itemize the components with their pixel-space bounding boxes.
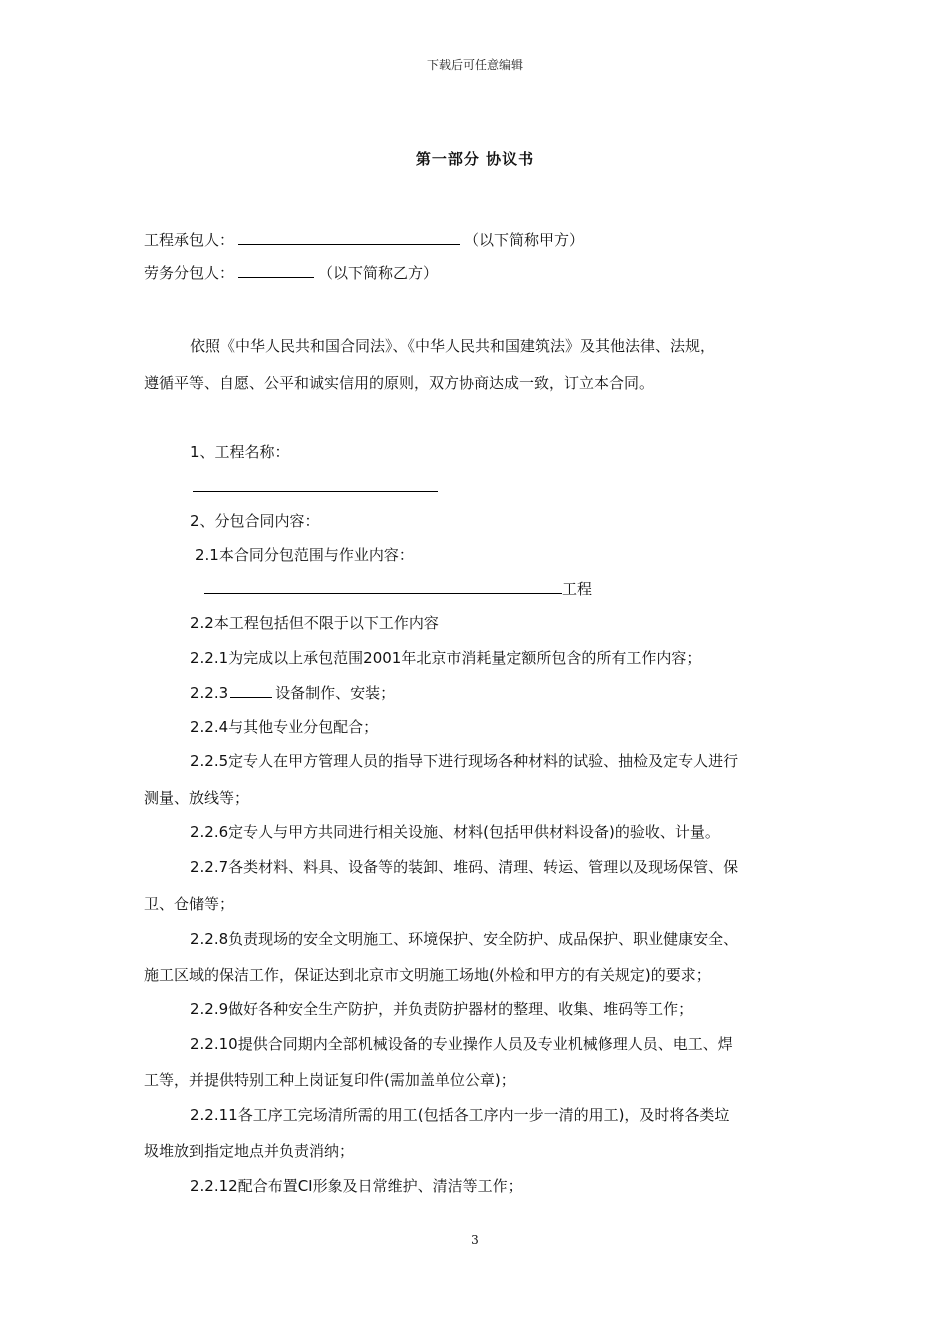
subcontractor-suffix: （以下简称乙方）: [318, 264, 439, 282]
contractor-line: [144, 229, 584, 250]
section-2-2: 2.2本工程包括但不限于以下工作内容: [190, 614, 439, 632]
section-2-2-12: 2.2.12配合布置CI形象及日常维护、清洁等工作；: [190, 1177, 523, 1195]
contractor-suffix: （以下简称甲方）: [464, 231, 585, 249]
section-2-2-7-line-2: 卫、仓储等；: [144, 895, 235, 913]
section-1-heading: 1、工程名称：: [190, 443, 290, 461]
subcontractor-label: 劳务分包人：: [144, 264, 235, 282]
section-2-2-10-line-1: 2.2.10提供合同期内全部机械设备的专业操作人员及专业机械修理人员、电工、焊: [190, 1035, 733, 1053]
subcontractor-line: [144, 262, 438, 283]
intro-line-2: 遵循平等、自愿、公平和诚实信用的原则，双方协商达成一致，订立本合同。: [144, 374, 655, 392]
section-2-2-9: 2.2.9做好各种安全生产防护，并负责防护器材的整理、收集、堆码等工作；: [190, 1000, 694, 1018]
equipment-blank[interactable]: [230, 682, 272, 698]
section-2-2-1: 2.2.1为完成以上承包范围2001年北京市消耗量定额所包含的所有工作内容；: [190, 649, 702, 667]
section-2-2-4: 2.2.4与其他专业分包配合；: [190, 718, 379, 736]
section-2-2-11-line-1: 2.2.11各工序工完场清所需的用工(包括各工序内一步一清的用工)，及时将各类垃: [190, 1106, 730, 1124]
project-name-blank[interactable]: [193, 491, 438, 492]
section-2-2-3: [190, 682, 395, 703]
page-number: 3: [471, 1233, 479, 1247]
section-2-2-7-line-1: 2.2.7各类材料、料具、设备等的装卸、堆码、清理、转运、管理以及现场保管、保: [190, 858, 739, 876]
section-2-2-5-line-2: 测量、放线等；: [144, 789, 250, 807]
section-2-2-11-line-2: 圾堆放到指定地点并负责消纳；: [144, 1142, 355, 1160]
section-2-2-8-line-2: 施工区域的保洁工作，保证达到北京市文明施工场地(外检和甲方的有关规定)的要求；: [144, 966, 711, 984]
section-2-2-10-line-2: 工等，并提供特别工种上岗证复印件(需加盖单位公章)；: [144, 1071, 516, 1089]
section-2-heading: 2、分包合同内容：: [190, 512, 320, 530]
section-2-1: 2.1本合同分包范围与作业内容：: [195, 546, 414, 564]
document-title: 第一部分 协议书: [415, 150, 535, 168]
section-2-2-6: 2.2.6定专人与甲方共同进行相关设施、材料(包括甲供材料设备)的验收、计量。: [190, 823, 720, 841]
intro-line-1: 依照《中华人民共和国合同法》、《中华人民共和国建筑法》及其他法律、法规，: [190, 337, 716, 355]
scope-line: [204, 578, 592, 599]
section-2-2-5-line-1: 2.2.5定专人在甲方管理人员的指导下进行现场各种材料的试验、抽检及定专人进行: [190, 752, 739, 770]
contractor-label: 工程承包人：: [144, 231, 235, 249]
contractor-blank[interactable]: [238, 229, 460, 245]
scope-blank[interactable]: [204, 578, 562, 594]
section-2-2-3-prefix: 2.2.3: [190, 684, 229, 702]
scope-suffix: 工程: [562, 580, 593, 598]
subcontractor-blank[interactable]: [238, 262, 314, 278]
header-note: 下载后可任意编辑: [426, 58, 523, 72]
section-2-2-3-suffix: 设备制作、安装；: [275, 684, 396, 702]
section-2-2-8-line-1: 2.2.8负责现场的安全文明施工、环境保护、安全防护、成品保护、职业健康安全、: [190, 930, 739, 948]
